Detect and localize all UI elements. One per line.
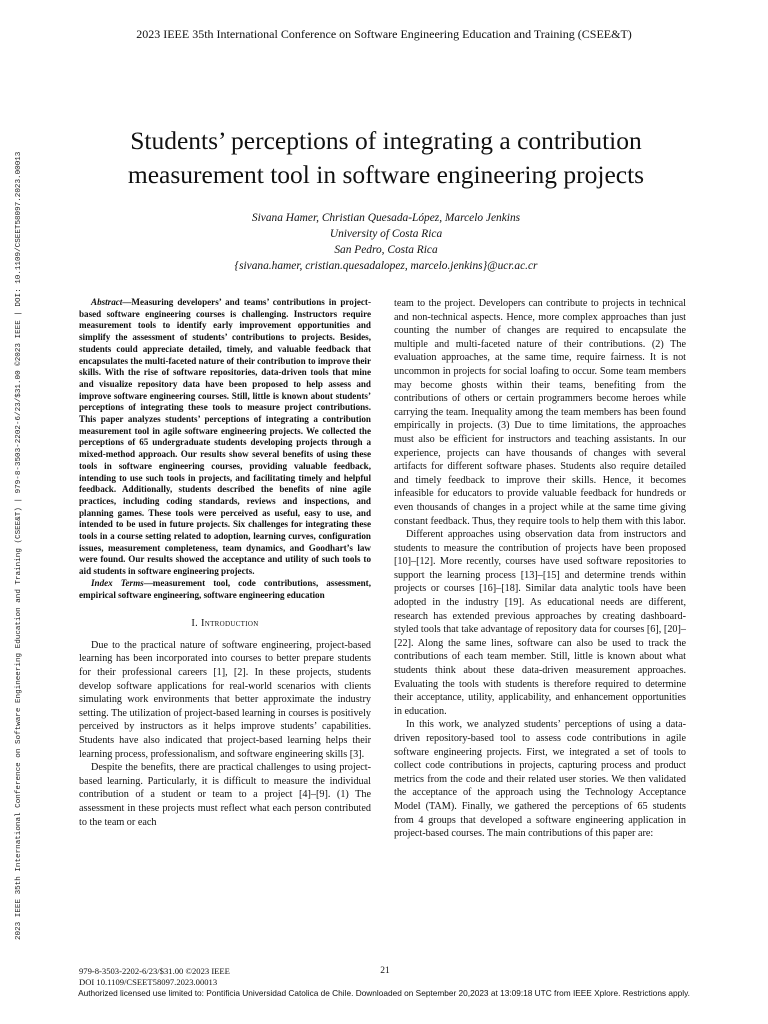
index-terms [79,578,371,601]
page-number: 21 [380,966,390,976]
side-identifier-strip: 2023 IEEE 35th International Conference on Software Engineering Education and Training (CSEE&T) | 979-8-3503-2202-6/23/$31.00 ©2023 IEEE | DOI: 10.1109/CSEET58097.2023.00013 [15,151,23,940]
paper-title: Students’ perceptions of integrating a contribution measurement tool in software engineering projects [127,126,645,189]
footer-identifiers [79,966,230,987]
author-block [60,210,712,274]
section-title: Introduction [200,618,259,630]
section-number: I. [191,618,201,630]
body-paragraph: Due to the practical nature of software engineering, project-based learning has been incorporated into courses to better prepare students for their professional careers [1], [2]. In these projects, students develop software applications for real-world scenarios with clients simulating work environments that better approximate the industry setting. The utilization of project-based learning in courses is positively perceived by instructors as it helps improve students’ capabilities. Students have also indicated that project-based learning helps their learning process, professionalism, and software engineering skills [3]. [79,639,371,760]
conference-header: 2023 IEEE 35th International Conference on Software Engineering Education and Training (CSEE&T) [136,27,632,41]
index-terms-text: —measurement tool, code contributions, assessment, empirical software engineering, software engineering education [79,577,371,600]
footer-isbn: 979-8-3503-2202-6/23/$31.00 ©2023 IEEE [79,966,230,976]
body-paragraph: In this work, we analyzed students’ perceptions of using a data-driven repository-based tool to assess code contributions in agile software engineering projects. First, we integrated a set of tools to collect code contributions in projects, capturing process and product metrics from the code and their related user stories. We then validated the acceptance of the approach using the Technology Acceptance Model (TAM). Finally, we gathered the perceptions of 65 students from 4 groups that developed a software engineering application in project-based courses. The main contributions of this paper are: [394,719,686,840]
author-names: Sivana Hamer, Christian Quesada-López, Marcelo Jenkins [251,212,521,224]
right-column [394,297,686,841]
license-notice: Authorized licensed use limited to: Pontificia Universidad Catolica de Chile. Downloaded on September 20,2023 at 13:09:18 UTC from IEEE Xplore. Restrictions apply. [78,988,690,998]
body-paragraph: team to the project. Developers can contribute to projects in technical and non-technical aspects. Hence, more complex approaches than just counting the number of changes are required to encapsulate the multiple and multi-faceted nature of their contributions. (2) The evaluation approaches, at the same time, require fairness. It is not uncommon in projects for social loafing to occur. Some team members may become ghosts within their teams, benefiting from the contributions of others or certain programmers become heroes while carrying the team. Inequality among the team members has been found empirically in projects. (3) Due to time limitations, the approaches must also be efficient for instructors and teaching assistants. In our experience, projects can have thousands of changes with several artifacts for different software phases. Students also require detailed and timely feedback to improve their skills. Hence, it becomes infeasible for educators to provide valuable feedback for hundreds or even thousands of changes in a project while at the same time giving constant feedback. Thus, they require tools to help them with this labor. [394,298,686,527]
body-paragraph: Despite the benefits, there are practical challenges to using project-based learning. Particularly, it is difficult to measure the individual contribution of a student or team to a project [4]–[9]. (1) The assessment in these projects must reflect what each person contributed to the team or each [79,762,371,828]
author-affiliation: University of Costa Rica [329,228,443,240]
section-heading-introduction [79,617,371,631]
index-terms-lead: Index Terms [91,577,144,588]
footer-doi: DOI 10.1109/CSEET58097.2023.00013 [79,976,218,987]
author-email: {sivana.hamer, cristian.quesadalopez, marcelo.jenkins}@ucr.ac.cr [234,260,538,272]
abstract-lead: Abstract [91,297,123,307]
author-location: San Pedro, Costa Rica [334,244,438,256]
left-column [79,297,371,829]
body-paragraph: Different approaches using observation data from instructors and students to measure the contribution of projects have been proposed [10]–[12]. More recently, courses have used software repositories to support the learning process [13]–[15] and determine trends within projects or courses [16]–[18]. Similar data analytic tools have been adopted in the industry [19]. As educational needs are different, research has extended previous approaches by creating dashboard-styled tools that take advantage of repository data for courses [6], [20]–[22]. Along the same lines, software can also be used to track the contributions of each team member. Still, little is known about what students think about these data-driven measurement approaches. Evaluating the tools with students is therefore required to determine their acceptance, utility, applicability, and enhancement opportunities in education. [394,529,686,717]
abstract [79,297,371,578]
abstract-text: —Measuring developers’ and teams’ contributions in project-based software engineering courses is challenging. Instructors require measurement tools to identify early improvement opportunities and simplify the assessment of students’ contributions to projects. Besides, students could appreciate detailed, timely, and valuable feedback that encapsulates the multi-faceted nature of their contribution to improve their skills. With the rise of software repositories, data-driven tools that mine and visualize repository data have been proposed to help assess and improve software engineering courses. Still, little is known about students’ perceptions of integrating these tools to measure project contributions. This paper analyzes students’ perceptions of integrating a contribution measurement tool in agile software engineering projects. We collected the perceptions of 65 undergraduate students developing projects through a mixed-method approach. Our results show several benefits of using these tools in software engineering courses, providing valuable feedback, intending to use such tools in projects, and facilitating timely and helpful feedback. Additionally, students described the benefits of nine agile practices, including coding standards, reviews and inspections, and planning games. These tools were perceived as useful, easy to use, and intended to be used in future projects. Six challenges for integrating these tools in a course setting related to adoption, learning curves, configuration issues, measurement completeness, team dynamics, and Goodhart’s law were found. Our results showed the acceptance and utility of such tools to aid students in software engineering projects. [79,297,371,577]
